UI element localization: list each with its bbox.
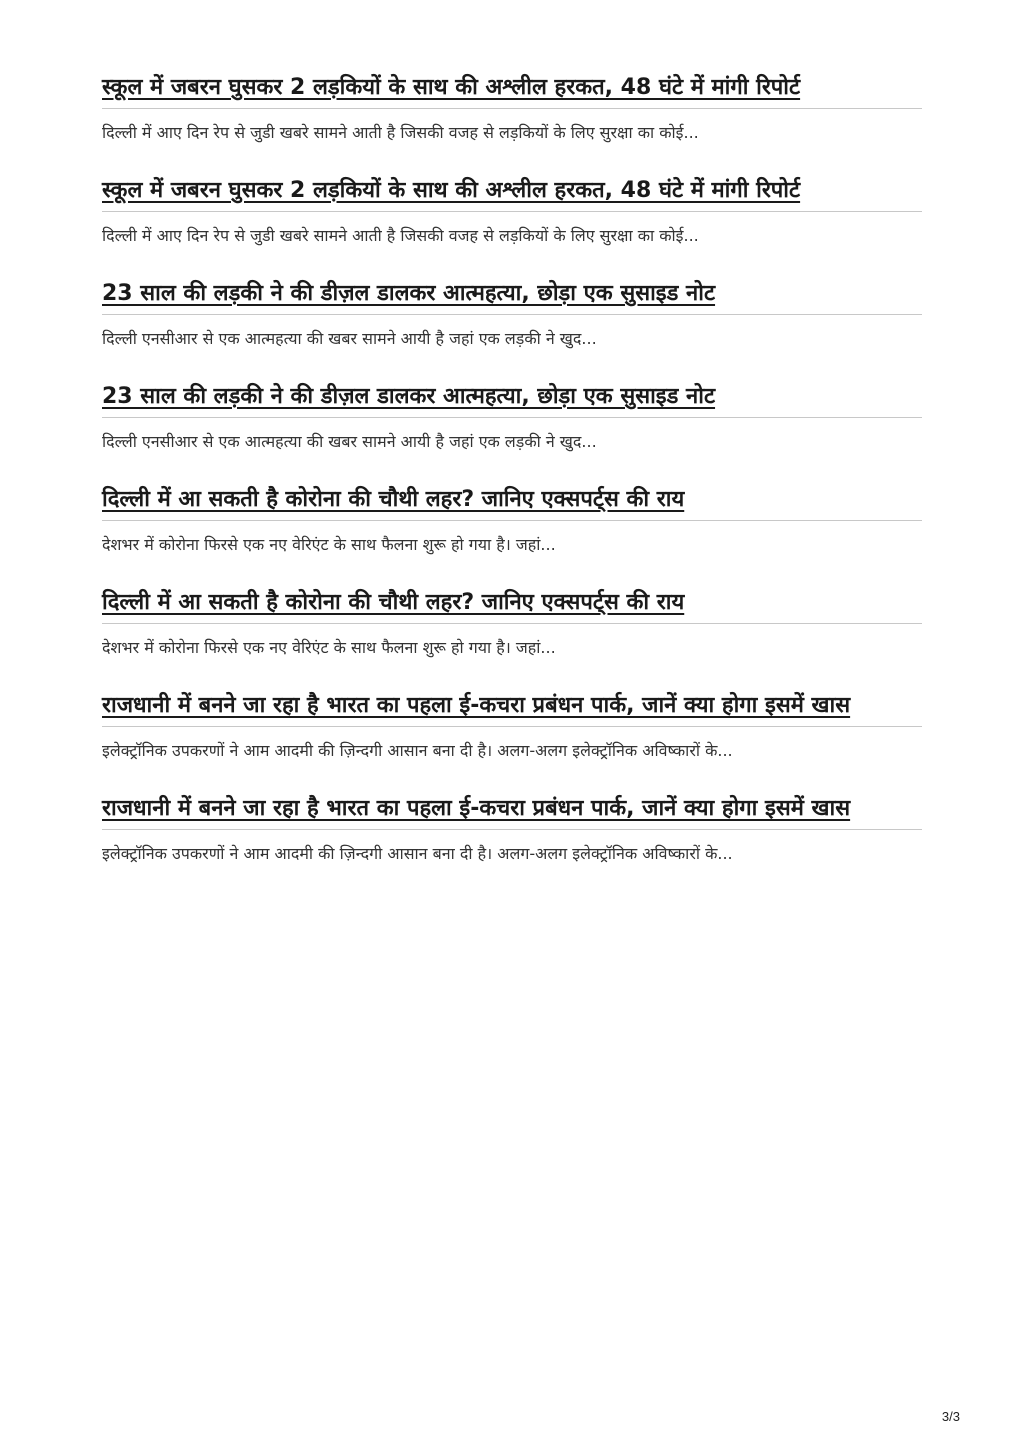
article-excerpt: इलेक्ट्रॉनिक उपकरणों ने आम आदमी की ज़िन्दगी आसान बना दी है। अलग-अलग इलेक्ट्रॉनिक अविष्कारों के... [102, 741, 733, 760]
article-excerpt: दिल्ली एनसीआर से एक आत्महत्या की खबर सामने आयी है जहां एक लड़की ने खुद... [102, 329, 597, 348]
article-title-link[interactable]: दिल्ली में आ सकती है कोरोना की चौथी लहर? जानिए एक्सपर्ट्स की राय [102, 587, 922, 624]
article-title-link[interactable]: 23 साल की लड़की ने की डीज़ल डालकर आत्महत्या, छोड़ा एक सुसाइड नोट [102, 278, 922, 315]
article-item [102, 793, 922, 866]
article-item [102, 278, 922, 351]
article-excerpt: इलेक्ट्रॉनिक उपकरणों ने आम आदमी की ज़िन्दगी आसान बना दी है। अलग-अलग इलेक्ट्रॉनिक अविष्कारों के... [102, 844, 733, 863]
article-title-link[interactable]: 23 साल की लड़की ने की डीज़ल डालकर आत्महत्या, छोड़ा एक सुसाइड नोट [102, 381, 922, 418]
article-excerpt: दिल्ली में आए दिन रेप से जुडी खबरे सामने आती है जिसकी वजह से लड़कियों के लिए सुरक्षा का कोई... [102, 123, 699, 142]
article-item [102, 690, 922, 763]
article-title-link[interactable]: राजधानी में बनने जा रहा है भारत का पहला ई-कचरा प्रबंधन पार्क, जानें क्या होगा इसमें खास [102, 793, 922, 830]
article-item [102, 175, 922, 248]
page-number: 3/3 [941, 1409, 960, 1424]
article-excerpt: देशभर में कोरोना फिरसे एक नए वेरिएंट के साथ फैलना शुरू हो गया है। जहां... [102, 638, 556, 657]
article-item [102, 587, 922, 660]
article-title-link[interactable]: दिल्ली में आ सकती है कोरोना की चौथी लहर? जानिए एक्सपर्ट्स की राय [102, 484, 922, 521]
article-item [102, 381, 922, 454]
article-excerpt: दिल्ली एनसीआर से एक आत्महत्या की खबर सामने आयी है जहां एक लड़की ने खुद... [102, 432, 597, 451]
article-title-link[interactable]: स्कूल में जबरन घुसकर 2 लड़कियों के साथ की अश्लील हरकत, 48 घंटे में मांगी रिपोर्ट [102, 72, 922, 109]
article-title-link[interactable]: स्कूल में जबरन घुसकर 2 लड़कियों के साथ की अश्लील हरकत, 48 घंटे में मांगी रिपोर्ट [102, 175, 922, 212]
article-excerpt: देशभर में कोरोना फिरसे एक नए वेरिएंट के साथ फैलना शुरू हो गया है। जहां... [102, 535, 556, 554]
article-item [102, 484, 922, 557]
article-item [102, 72, 922, 145]
article-excerpt: दिल्ली में आए दिन रेप से जुडी खबरे सामने आती है जिसकी वजह से लड़कियों के लिए सुरक्षा का कोई... [102, 226, 699, 245]
article-list [102, 72, 922, 896]
article-title-link[interactable]: राजधानी में बनने जा रहा है भारत का पहला ई-कचरा प्रबंधन पार्क, जानें क्या होगा इसमें खास [102, 690, 922, 727]
